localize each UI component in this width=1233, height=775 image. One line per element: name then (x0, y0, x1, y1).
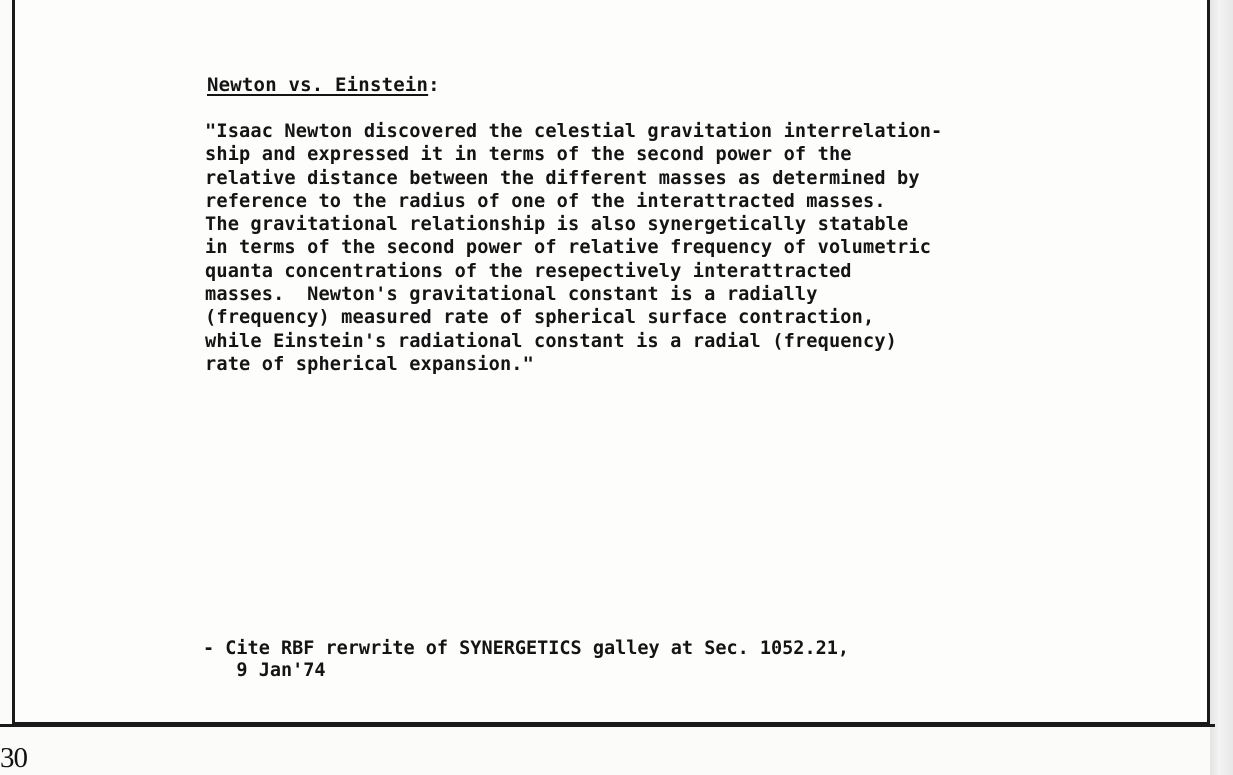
quote-line: ship and expressed it in terms of the second power of the (205, 144, 852, 166)
quote-line: masses. Newton's gravitational constant is a radially (205, 284, 818, 306)
quote-line: reference to the radius of one of the interattracted masses. (205, 190, 886, 212)
quote-line: (frequency) measured rate of spherical surface contraction, (205, 307, 875, 329)
citation-line: - Cite RBF rerwrite of SYNERGETICS galley at Sec. 1052.21, (203, 638, 850, 659)
quote-line: while Einstein's radiational constant is a radial (frequency) (205, 330, 898, 352)
quote-block (205, 120, 1135, 376)
quote-line: The gravitational relationship is also synergetically statable (205, 214, 909, 236)
card-bottom-border (0, 724, 1215, 727)
quote-line: quanta concentrations of the resepectively interattracted (205, 260, 852, 282)
quote-line: rate of spherical expansion." (205, 353, 534, 375)
heading-title: Newton vs. Einstein (207, 74, 429, 96)
heading-colon: : (428, 74, 440, 96)
page-edge-shadow (1210, 0, 1233, 775)
quote-line: in terms of the second power of relative frequency of volumetric (205, 237, 932, 259)
quote-line: "Isaac Newton discovered the celestial gravitation interrelation- (205, 121, 943, 142)
citation-date: 9 Jan'74 (203, 660, 326, 681)
card-heading (207, 74, 440, 96)
page-number: 30 (0, 742, 27, 774)
citation-block (203, 638, 849, 682)
quote-line: relative distance between the different masses as determined by (205, 167, 920, 189)
